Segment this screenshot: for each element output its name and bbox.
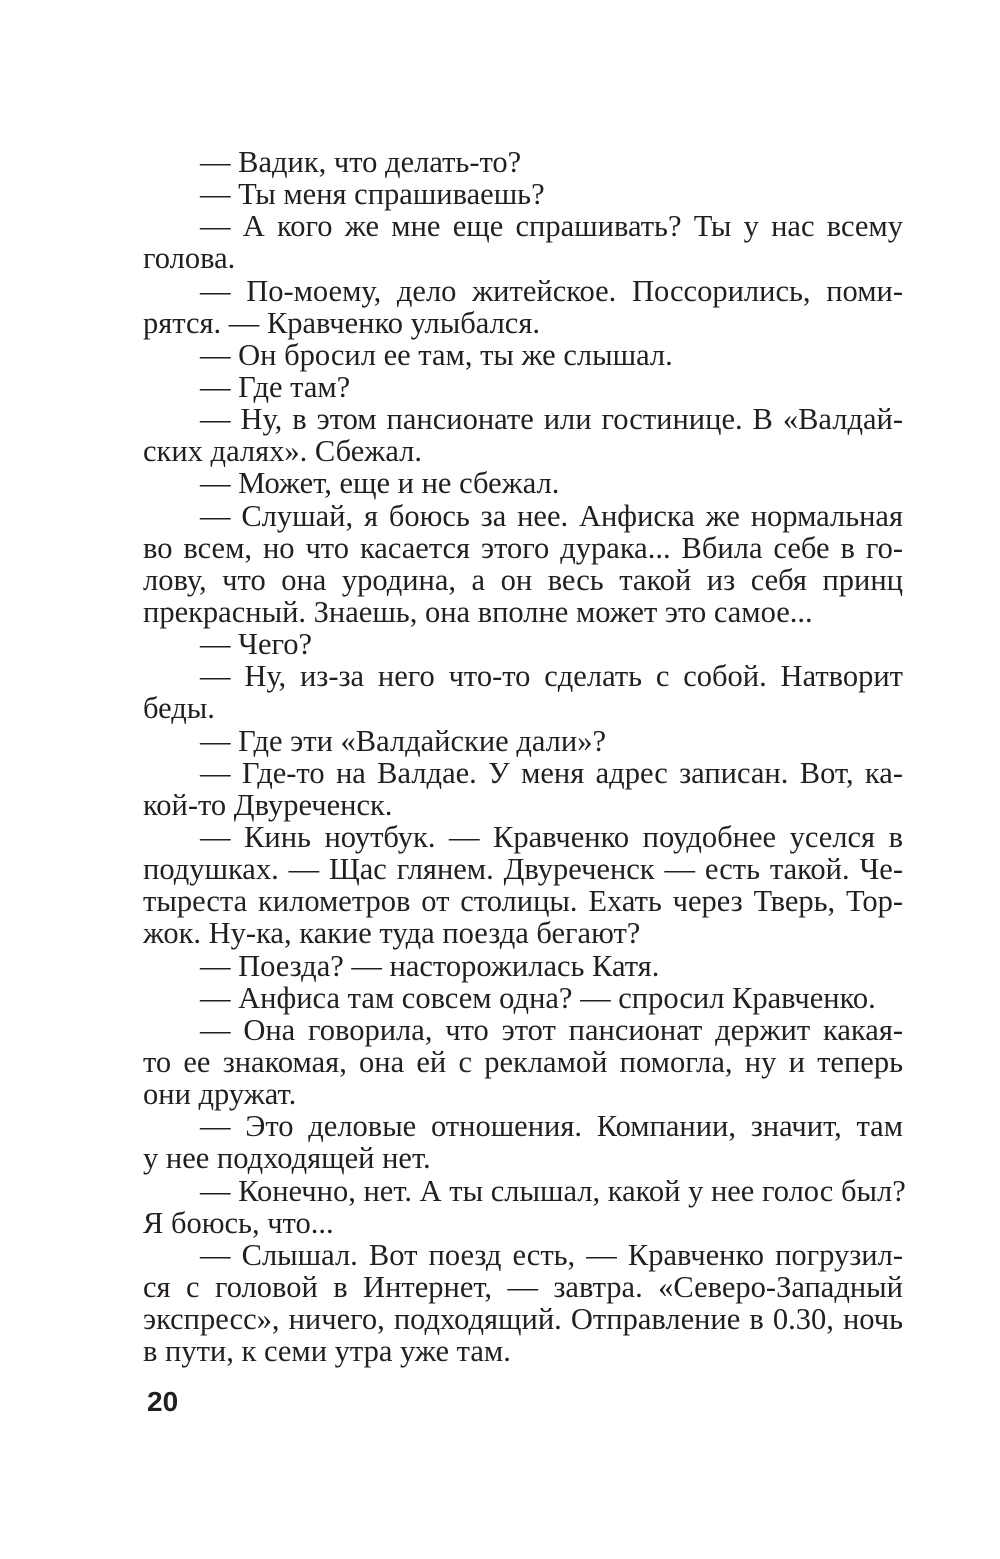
text-line: — Анфиса там совсем одна? — спросил Кравченко.	[200, 980, 876, 1015]
text-line: — Кинь ноутбук. — Кравченко поудобнее уселся в	[200, 819, 903, 854]
text-line: — Ну, из-за него что-то сделать с собой. Натворит	[200, 659, 903, 694]
text-line: — Чего?	[200, 627, 313, 662]
text-line: — Может, еще и не сбежал.	[200, 466, 560, 501]
text-line: — Это деловые отношения. Компании, значит, там	[200, 1109, 903, 1144]
text-line: — А кого же мне еще спрашивать? Ты у нас всему	[200, 209, 903, 244]
text-line: экспресс», ничего, подходящий. Отправление в 0.30, ночь	[143, 1302, 903, 1337]
text-line: ся с головой в Интернет, — завтра. «Северо-Западный	[143, 1269, 903, 1304]
text-line: ских далях». Сбежал.	[143, 434, 422, 469]
text-line: кой-то Двуреченск.	[143, 787, 393, 822]
text-line: — По-моему, дело житейское. Поссорились, поми-	[200, 273, 903, 308]
text-line: жок. Ну-ка, какие туда поезда бегают?	[143, 916, 641, 951]
text-line: рятся. — Кравченко улыбался.	[143, 305, 540, 340]
text-line: в пути, к семи утра уже там.	[143, 1334, 511, 1369]
text-line: — Где там?	[200, 369, 351, 404]
text-line: — Он бросил ее там, ты же слышал.	[200, 337, 673, 372]
text-line: прекрасный. Знаешь, она вполне может это самое...	[143, 594, 813, 629]
text-line: то ее знакомая, она ей с рекламой помогла, ну и теперь	[143, 1044, 903, 1079]
text-line: голова.	[143, 241, 236, 276]
text-line: у нее подходящей нет.	[143, 1141, 431, 1176]
text-line: они дружат.	[143, 1077, 297, 1112]
text-line: подушках. — Щас глянем. Двуреченск — есть такой. Че-	[143, 852, 903, 887]
text-line: беды.	[143, 691, 215, 726]
text-line: лову, что она уродина, а он весь такой из себя принц	[143, 562, 903, 597]
text-line: — Она говорила, что этот пансионат держит какая-	[200, 1012, 903, 1047]
text-line: — Поезда? — насторожилась Катя.	[200, 948, 660, 983]
text-line: — Ты меня спрашиваешь?	[200, 177, 545, 212]
page-number: 20	[147, 1386, 179, 1417]
text-line: — Где эти «Валдайские дали»?	[200, 723, 607, 758]
text-line: — Ну, в этом пансионате или гостинице. В «Валдай-	[200, 402, 903, 437]
text-line: тыреста километров от столицы. Ехать через Тверь, Тор-	[143, 884, 903, 919]
text-line: — Конечно, нет. А ты слышал, какой у нее голос был?	[200, 1173, 906, 1208]
text-line: — Слушай, я боюсь за нее. Анфиска же нормальная	[200, 498, 903, 533]
text-line: — Слышал. Вот поезд есть, — Кравченко погрузил-	[200, 1237, 903, 1272]
text-line: — Где-то на Валдае. У меня адрес записан. Вот, ка-	[200, 755, 903, 790]
text-line: — Вадик, что делать-то?	[200, 145, 522, 179]
text-line: Я боюсь, что...	[143, 1205, 334, 1240]
body-text	[143, 145, 906, 1369]
text-line: во всем, но что касается этого дурака... Вбила себе в го-	[143, 530, 903, 565]
